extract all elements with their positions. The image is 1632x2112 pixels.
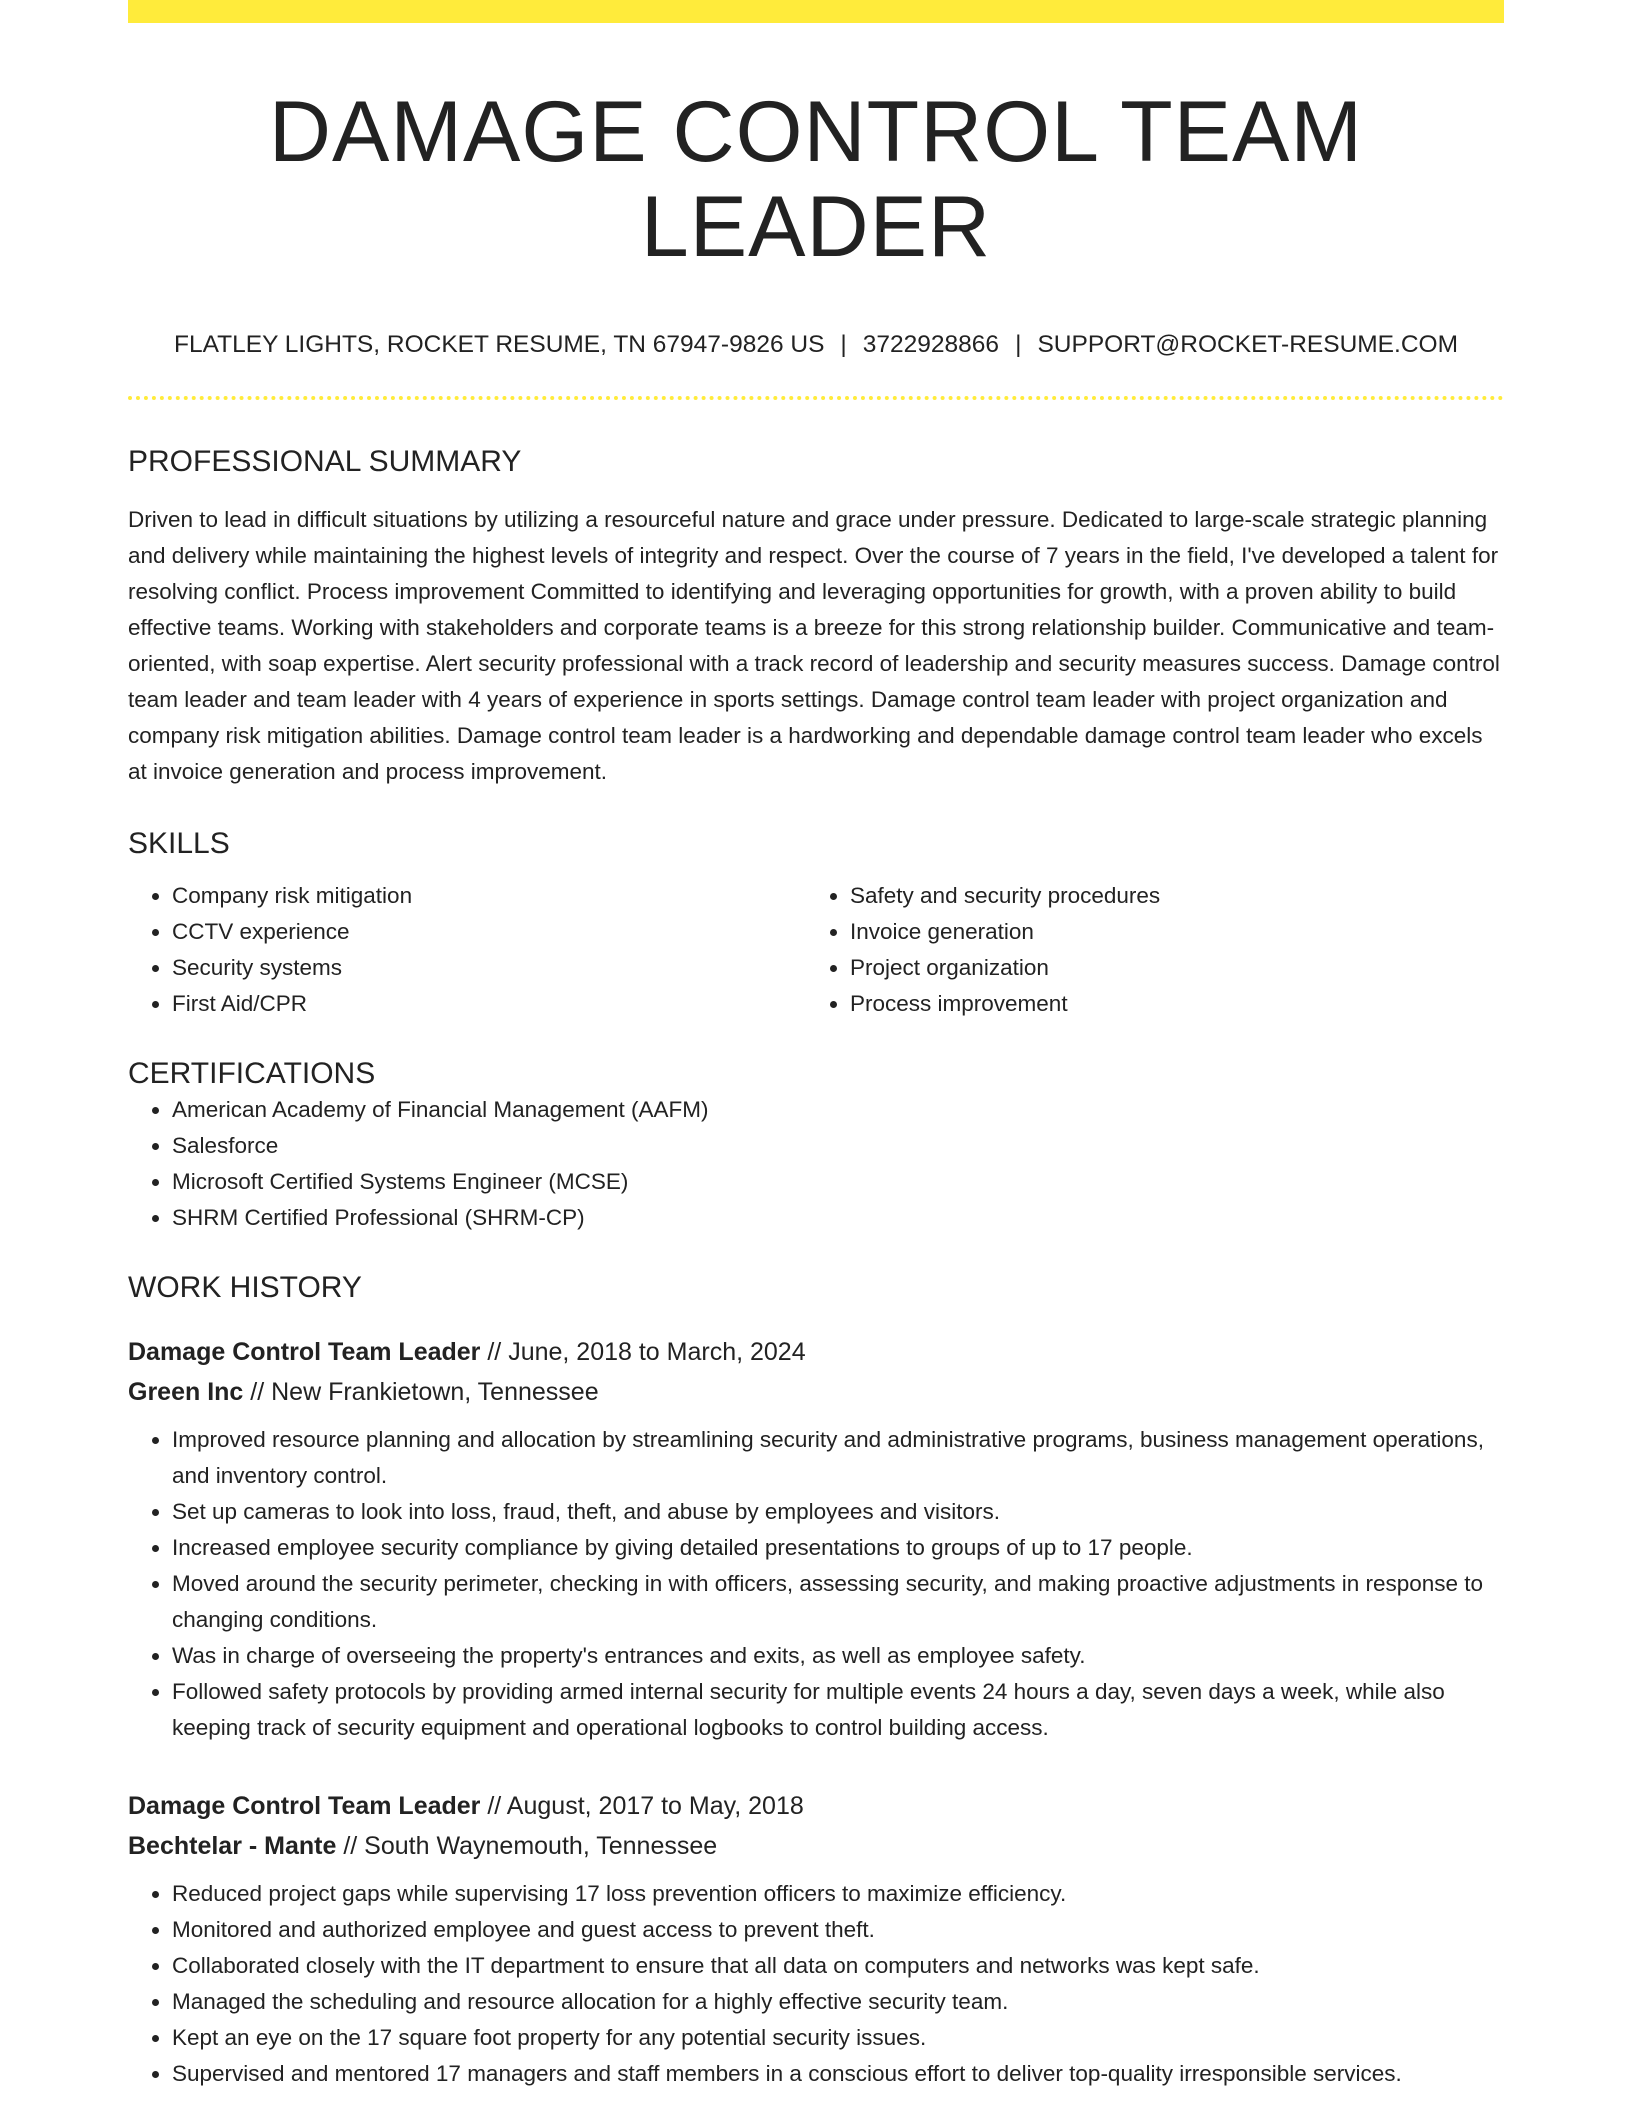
- skill-item: • Company risk mitigation: [172, 878, 806, 914]
- job-duty: • Set up cameras to look into loss, fraud, theft, and abuse by employees and visitors.: [172, 1494, 1504, 1530]
- job-dates: // August, 2017 to May, 2018: [480, 1791, 804, 1820]
- skills-list: [128, 878, 1504, 1022]
- job-company: Green Inc: [128, 1377, 244, 1406]
- job-duty: • Monitored and authorized employee and guest access to prevent theft.: [172, 1912, 1504, 1948]
- skill-item: • Process improvement: [850, 986, 1500, 1022]
- summary-heading: PROFESSIONAL SUMMARY: [128, 444, 522, 478]
- certification-item: • SHRM Certified Professional (SHRM-CP): [172, 1200, 1504, 1236]
- job-role: Damage Control Team Leader: [128, 1791, 481, 1820]
- certification-item: • Microsoft Certified Systems Engineer (MCSE): [172, 1164, 1504, 1200]
- contact-email: SUPPORT@ROCKET-RESUME.COM: [1037, 331, 1458, 359]
- job-company: Bechtelar - Mante: [128, 1831, 337, 1860]
- job-role: Damage Control Team Leader: [128, 1337, 481, 1366]
- job-duty: • Followed safety protocols by providing armed internal security for multiple events 24 hours a day, seven days a week, while also keeping track of security equipment and operational logbooks to control building access.: [172, 1674, 1504, 1746]
- job-duty: • Moved around the security perimeter, checking in with officers, assessing security, and making proactive adjustments in response to changing conditions.: [172, 1566, 1504, 1638]
- job-location: // South Waynemouth, Tennessee: [336, 1831, 718, 1860]
- top-accent-bar: [128, 0, 1504, 23]
- certifications-list: [128, 1092, 1504, 1236]
- job-company-line: [128, 1372, 1504, 1412]
- job-location: // New Frankietown, Tennessee: [243, 1377, 599, 1406]
- job-duty: • Collaborated closely with the IT department to ensure that all data on computers and networks was kept safe.: [172, 1948, 1504, 1984]
- contact-separator: |: [840, 331, 847, 359]
- job-duties-list: [128, 1876, 1504, 2092]
- contact-phone: 3722928866: [862, 331, 1000, 359]
- header-divider: [128, 396, 1504, 400]
- job-duty: • Increased employee security compliance by giving detailed presentations to groups of up to 17 people.: [172, 1530, 1504, 1566]
- summary-text: Driven to lead in difficult situations by utilizing a resourceful nature and grace under pressure. Dedicated to large-scale strategic planning and delivery while maintaining the highest levels of integrity and respect. Over the course of 7 years in the field, I've developed a talent for resolving conflict. Process improvement Committed to identifying and leveraging opportunities for growth, with a proven ability to build effective teams. Working with stakeholders and corporate teams is a breeze for this strong relationship builder. Communicative and team-oriented, with soap expertise. Alert security professional with a track record of leadership and security measures success. Damage control team leader and team leader with 4 years of experience in sports settings. Damage control team leader with project organization and company risk mitigation abilities. Damage control team leader is a hardworking and dependable damage control team leader who excels at invoice generation and process improvement.: [128, 506, 1500, 784]
- skill-item: • CCTV experience: [172, 914, 806, 950]
- resume-title: DAMAGE CONTROL TEAM LEADER: [268, 84, 1364, 275]
- contact-line: [128, 330, 1504, 359]
- job-title-line: [128, 1332, 1504, 1372]
- job-title-line: [128, 1786, 1504, 1826]
- certifications-heading: CERTIFICATIONS: [128, 1056, 376, 1090]
- skills-heading: SKILLS: [128, 826, 230, 860]
- skills-column-right: [806, 878, 1500, 1022]
- job-duty: • Improved resource planning and allocation by streamlining security and administrative programs, business management operations, and inventory control.: [172, 1422, 1504, 1494]
- skills-column-left: [128, 878, 806, 1022]
- job-company-line: [128, 1826, 1504, 1866]
- certification-item: • American Academy of Financial Management (AAFM): [172, 1092, 1504, 1128]
- resume-page: [128, 0, 1504, 2092]
- job-duty: • Kept an eye on the 17 square foot property for any potential security issues.: [172, 2020, 1504, 2056]
- job-entry: [128, 1332, 1504, 1746]
- skill-item: • Invoice generation: [850, 914, 1500, 950]
- skill-item: • First Aid/CPR: [172, 986, 806, 1022]
- work-history-heading: WORK HISTORY: [128, 1270, 362, 1304]
- job-duties-list: [128, 1422, 1504, 1746]
- contact-separator: |: [1015, 331, 1022, 359]
- certification-item: • Salesforce: [172, 1128, 1504, 1164]
- job-duty: • Managed the scheduling and resource allocation for a highly effective security team.: [172, 1984, 1504, 2020]
- job-duty: • Was in charge of overseeing the property's entrances and exits, as well as employee safety.: [172, 1638, 1504, 1674]
- job-dates: // June, 2018 to March, 2024: [480, 1337, 806, 1366]
- skill-item: • Project organization: [850, 950, 1500, 986]
- job-duty: • Reduced project gaps while supervising 17 loss prevention officers to maximize efficiency.: [172, 1876, 1504, 1912]
- job-entry: [128, 1786, 1504, 2092]
- contact-address: FLATLEY LIGHTS, ROCKET RESUME, TN 67947-9826 US: [174, 331, 825, 359]
- job-duty: • Supervised and mentored 17 managers and staff members in a conscious effort to deliver top-quality irresponsible services.: [172, 2056, 1504, 2092]
- skill-item: • Security systems: [172, 950, 806, 986]
- skill-item: • Safety and security procedures: [850, 878, 1500, 914]
